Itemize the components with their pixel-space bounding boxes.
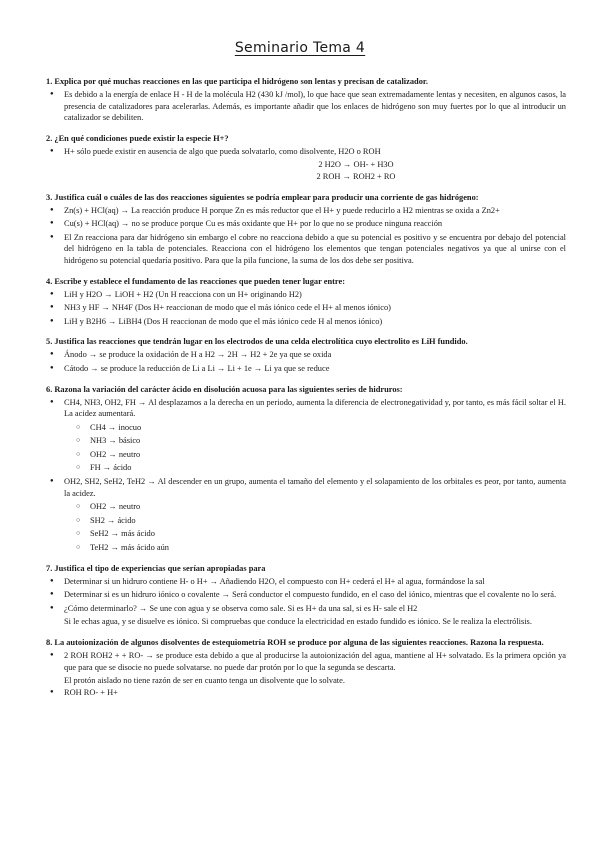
answer-4: [46, 289, 566, 328]
answer-6: [46, 397, 566, 420]
answer-4-bullet-lih-b2h6: ● LiH y B2H6 → LiBH4 (Dos H reaccionan de modo que el más iónico cede H al menos iónico): [64, 316, 566, 328]
answer-7: [46, 576, 566, 615]
answer-8-bullet-first: ● 2 ROH ROH2 + + RO- → se produce esta debido a que al producirse la autoionización del agua, mantiene al H+ solvatado. Es la primera opción ya que para que se disocie no puede solvatarse. no puede dar protón por lo que la segunda se descarta.: [64, 650, 566, 673]
question-8: 8. La autoionización de algunos disolventes de estequiometría ROH se produce por alguna de las siguientes reacciones. Razona la respuesta.: [46, 638, 544, 647]
list-item: ○ SH2 → ácido: [90, 515, 566, 527]
list-item: ○ FH → ácido: [90, 462, 566, 474]
list-item: ○ NH3 → básico: [90, 435, 566, 447]
answer-6-period-list: [46, 422, 566, 474]
list-item: ○ CH4 → inocuo: [90, 422, 566, 434]
answer-2-bullet: ● H+ sólo puede existir en ausencia de algo que pueda solvatarlo, como disolvente, H2O o ROH: [64, 146, 566, 158]
answer-1: [46, 89, 566, 124]
answer-1-bullet: ● Es debido a la energía de enlace H - H de la molécula H2 (430 kJ /mol), lo que hace que sean extremadamente lentas y necesiten, en algunos casos, la presencia de catalizadores para acelerarlas. Además, es importante añadir que los enlaces de hidrógeno son muy fuertes por lo que al introducir un catalizador se debiliten.: [64, 89, 566, 124]
list-item: ○ OH2 → neutro: [90, 501, 566, 513]
answer-5: [46, 349, 566, 374]
answer-5-bullet-cathode: ● Cátodo → se produce la reducción de Li a Li → Li + 1e → Li ya que se reduce: [64, 363, 566, 375]
answer-4-bullet-lih-h2o: ● LiH y H2O → LiOH + H2 (Un H reacciona con un H+ originando H2): [64, 289, 566, 301]
answer-6b: [46, 476, 566, 499]
answer-7-bullet-how: ● ¿Cómo determinarlo? → Se une con agua y se observa como sale. Si es H+ da una sal, si es H- sale el H2: [64, 603, 566, 615]
question-3: 3. Justifica cuál o cuáles de las dos reacciones siguientes se podría emplear para producir una corriente de gas hidrógeno:: [46, 192, 479, 202]
answer-2: [46, 146, 566, 158]
document-title: Seminario Tema 4: [234, 40, 366, 56]
answer-7-extra: Si le echas agua, y se disuelve es iónico. Si compruebas que conduce la electricidad en estado fundido es iónico. Se le realiza la electrólisis.: [64, 617, 532, 627]
answer-6-group-list: [46, 501, 566, 553]
answer-5-bullet-anode: ● Ánodo → se produce la oxidación de H a H2 → 2H → H2 + 2e ya que se oxida: [64, 349, 566, 361]
list-item: ○ SeH2 → más ácido: [90, 528, 566, 540]
answer-8-bullet-second: ● ROH RO- + H+: [64, 687, 566, 699]
question-4: 4. Escribe y establece el fundamento de las reacciones que pueden tener lugar entre:: [46, 276, 345, 286]
list-item: ○ OH2 → neutro: [90, 449, 566, 461]
answer-6-bullet-group: ● OH2, SH2, SeH2, TeH2 → Al descender en un grupo, aumenta el tamaño del elemento y el solapamiento de los orbitales es peor, por tanto, aumenta la acidez.: [64, 476, 566, 499]
equation-roh: 2 ROH → ROH2 + RO: [316, 171, 396, 181]
answer-3-bullet-cu: ● Cu(s) + HCl(aq) → no se produce porque Cu es más oxidante que H+ por lo que no se produce ninguna reacción: [64, 218, 566, 230]
answer-3-bullet-explanation: ● El Zn reacciona para dar hidrógeno sin embargo el cobre no reacciona debido a que su potencial es positivo y se encuentra por debajo del potencial del hidrógeno en la tabla de potenciales. Reacciona con el hidrógeno los elementos que tengan potenciales negativos ya que al unirse con el hidrógeno su potencial quedaría positivo. Para que la pila funcione, la suma de los dos debe ser positiva.: [64, 232, 566, 267]
equation-water: 2 H2O → OH- + H3O: [318, 160, 394, 170]
answer-4-bullet-nh3-hf: ● NH3 y HF → NH4F (Dos H+ reaccionan de modo que el más iónico cede el H+ al menos iónico): [64, 302, 566, 314]
list-item: ○ TeH2 → más ácido aún: [90, 542, 566, 554]
answer-3-bullet-zn: ● Zn(s) + HCl(aq) → La reacción produce H porque Zn es más reductor que el H+ y puede reducirlo a H2 mientras se oxida a Zn2+: [64, 205, 566, 217]
answer-7-bullet-ionic: ● Determinar si es un hidruro iónico o covalente → Será conductor el compuesto fundido, en el caso del iónico, mientras que el covalente no lo será.: [64, 589, 566, 601]
answer-3: [46, 205, 566, 267]
question-1: 1. Explica por qué muchas reacciones en las que participa el hidrógeno son lentas y precisan de catalizador.: [46, 77, 428, 86]
answer-6-bullet-period: ● CH4, NH3, OH2, FH → Al desplazamos a la derecha en un periodo, aumenta la diferencia de electronegatividad y, por tanto, es más fácil soltar el H. La acidez aumentará.: [64, 397, 566, 420]
question-6: 6. Razona la variación del carácter ácido en disolución acuosa para las siguientes series de hidruros:: [46, 384, 403, 394]
answer-8b: [46, 687, 566, 699]
question-5: 5. Justifica las reacciones que tendrán lugar en los electrodos de una celda electrolítica cuyo electrolito es LiH fundido.: [46, 337, 468, 347]
question-7: 7. Justifica el tipo de experiencias que serían apropiadas para: [46, 563, 266, 573]
answer-8-extra: El protón aislado no tiene razón de ser en cuanto tenga un disolvente que lo solvate.: [64, 676, 345, 686]
answer-8: [46, 650, 566, 673]
question-2: 2. ¿En qué condiciones puede existir la especie H+?: [46, 133, 229, 143]
question-list: [46, 76, 566, 700]
answer-7-bullet-hydride: ● Determinar si un hidruro contiene H- o H+ → Añadiendo H2O, el compuesto con H+ cederá el H+ al agua, formándose la sal: [64, 576, 566, 588]
